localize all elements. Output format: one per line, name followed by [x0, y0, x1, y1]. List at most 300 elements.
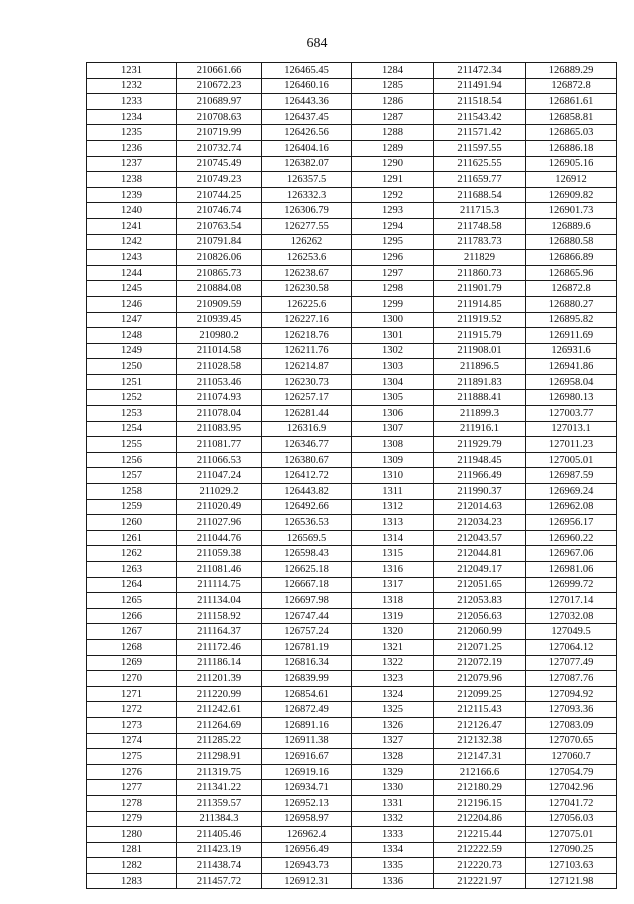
point-number-cell: 1318	[352, 593, 434, 609]
point-number-cell: 1295	[352, 234, 434, 250]
x-coordinate-cell: 210749.23	[177, 172, 262, 188]
point-number-cell: 1324	[352, 686, 434, 702]
x-coordinate-cell: 210661.66	[177, 63, 262, 79]
y-coordinate-cell: 126872.8	[526, 281, 617, 297]
x-coordinate-cell: 210884.08	[177, 281, 262, 297]
x-coordinate-cell: 211083.95	[177, 421, 262, 437]
point-number-cell: 1320	[352, 624, 434, 640]
table-row	[87, 515, 617, 531]
point-number-cell: 1282	[87, 858, 177, 874]
x-coordinate-cell: 211066.53	[177, 452, 262, 468]
x-coordinate-cell: 211929.79	[434, 437, 526, 453]
x-coordinate-cell: 212079.96	[434, 671, 526, 687]
y-coordinate-cell: 127032.08	[526, 608, 617, 624]
y-coordinate-cell: 126238.67	[262, 265, 352, 281]
point-number-cell: 1246	[87, 296, 177, 312]
point-number-cell: 1326	[352, 717, 434, 733]
x-coordinate-cell: 211027.96	[177, 515, 262, 531]
y-coordinate-cell: 126934.71	[262, 780, 352, 796]
point-number-cell: 1244	[87, 265, 177, 281]
x-coordinate-cell: 211915.79	[434, 328, 526, 344]
y-coordinate-cell: 126911.38	[262, 733, 352, 749]
table-row	[87, 811, 617, 827]
x-coordinate-cell: 211359.57	[177, 795, 262, 811]
table-row	[87, 109, 617, 125]
point-number-cell: 1285	[352, 78, 434, 94]
y-coordinate-cell: 126214.87	[262, 359, 352, 375]
x-coordinate-cell: 211319.75	[177, 764, 262, 780]
point-number-cell: 1330	[352, 780, 434, 796]
x-coordinate-cell: 211341.22	[177, 780, 262, 796]
x-coordinate-cell: 211081.46	[177, 562, 262, 578]
x-coordinate-cell: 211074.93	[177, 390, 262, 406]
x-coordinate-cell: 211888.41	[434, 390, 526, 406]
x-coordinate-cell: 212043.57	[434, 530, 526, 546]
y-coordinate-cell: 127017.14	[526, 593, 617, 609]
y-coordinate-cell: 126211.76	[262, 343, 352, 359]
y-coordinate-cell: 127077.49	[526, 655, 617, 671]
y-coordinate-cell: 126958.97	[262, 811, 352, 827]
x-coordinate-cell: 212014.63	[434, 499, 526, 515]
x-coordinate-cell: 211020.49	[177, 499, 262, 515]
y-coordinate-cell: 126891.16	[262, 717, 352, 733]
point-number-cell: 1321	[352, 639, 434, 655]
x-coordinate-cell: 210980.2	[177, 328, 262, 344]
point-number-cell: 1331	[352, 795, 434, 811]
page-number: 684	[306, 36, 328, 51]
x-coordinate-cell: 211014.58	[177, 343, 262, 359]
x-coordinate-cell: 212056.63	[434, 608, 526, 624]
x-coordinate-cell: 210909.59	[177, 296, 262, 312]
table-row	[87, 842, 617, 858]
x-coordinate-cell: 211860.73	[434, 265, 526, 281]
x-coordinate-cell: 211044.76	[177, 530, 262, 546]
y-coordinate-cell: 126218.76	[262, 328, 352, 344]
x-coordinate-cell: 212221.97	[434, 873, 526, 889]
x-coordinate-cell: 211783.73	[434, 234, 526, 250]
point-number-cell: 1328	[352, 749, 434, 765]
x-coordinate-cell: 211891.83	[434, 374, 526, 390]
point-number-cell: 1315	[352, 546, 434, 562]
table-row	[87, 421, 617, 437]
table-row	[87, 717, 617, 733]
point-number-cell: 1261	[87, 530, 177, 546]
y-coordinate-cell: 126889.29	[526, 63, 617, 79]
x-coordinate-cell: 211029.2	[177, 484, 262, 500]
x-coordinate-cell: 212220.73	[434, 858, 526, 874]
point-number-cell: 1277	[87, 780, 177, 796]
table-row	[87, 639, 617, 655]
y-coordinate-cell: 126912	[526, 172, 617, 188]
y-coordinate-cell: 126227.16	[262, 312, 352, 328]
y-coordinate-cell: 126781.19	[262, 639, 352, 655]
y-coordinate-cell: 126667.18	[262, 577, 352, 593]
y-coordinate-cell: 126999.72	[526, 577, 617, 593]
table-row	[87, 468, 617, 484]
point-number-cell: 1302	[352, 343, 434, 359]
point-number-cell: 1334	[352, 842, 434, 858]
y-coordinate-cell: 126839.99	[262, 671, 352, 687]
x-coordinate-cell: 211901.79	[434, 281, 526, 297]
y-coordinate-cell: 126861.61	[526, 94, 617, 110]
point-number-cell: 1284	[352, 63, 434, 79]
point-number-cell: 1268	[87, 639, 177, 655]
y-coordinate-cell: 127121.98	[526, 873, 617, 889]
point-number-cell: 1289	[352, 140, 434, 156]
y-coordinate-cell: 126865.03	[526, 125, 617, 141]
y-coordinate-cell: 126346.77	[262, 437, 352, 453]
point-number-cell: 1278	[87, 795, 177, 811]
x-coordinate-cell: 211078.04	[177, 406, 262, 422]
table-row	[87, 624, 617, 640]
x-coordinate-cell: 211914.85	[434, 296, 526, 312]
point-number-cell: 1309	[352, 452, 434, 468]
y-coordinate-cell: 126962.08	[526, 499, 617, 515]
x-coordinate-cell: 211625.55	[434, 156, 526, 172]
x-coordinate-cell: 212204.86	[434, 811, 526, 827]
table-row	[87, 858, 617, 874]
y-coordinate-cell: 126332.3	[262, 187, 352, 203]
point-number-cell: 1316	[352, 562, 434, 578]
x-coordinate-cell: 212051.65	[434, 577, 526, 593]
x-coordinate-cell: 212071.25	[434, 639, 526, 655]
point-number-cell: 1245	[87, 281, 177, 297]
table-row	[87, 608, 617, 624]
x-coordinate-cell: 210939.45	[177, 312, 262, 328]
point-number-cell: 1236	[87, 140, 177, 156]
point-number-cell: 1335	[352, 858, 434, 874]
point-number-cell: 1305	[352, 390, 434, 406]
y-coordinate-cell: 126257.17	[262, 390, 352, 406]
table-row	[87, 577, 617, 593]
point-number-cell: 1306	[352, 406, 434, 422]
table-row	[87, 281, 617, 297]
x-coordinate-cell: 212099.25	[434, 686, 526, 702]
table-row	[87, 265, 617, 281]
y-coordinate-cell: 126262	[262, 234, 352, 250]
point-number-cell: 1272	[87, 702, 177, 718]
point-number-cell: 1301	[352, 328, 434, 344]
y-coordinate-cell: 126872.49	[262, 702, 352, 718]
x-coordinate-cell: 211298.91	[177, 749, 262, 765]
x-coordinate-cell: 211688.54	[434, 187, 526, 203]
point-number-cell: 1294	[352, 218, 434, 234]
y-coordinate-cell: 126225.6	[262, 296, 352, 312]
table-row	[87, 484, 617, 500]
point-number-cell: 1323	[352, 671, 434, 687]
table-row	[87, 312, 617, 328]
point-number-cell: 1290	[352, 156, 434, 172]
point-number-cell: 1256	[87, 452, 177, 468]
table-row	[87, 156, 617, 172]
x-coordinate-cell: 210719.99	[177, 125, 262, 141]
x-coordinate-cell: 212060.99	[434, 624, 526, 640]
x-coordinate-cell: 211438.74	[177, 858, 262, 874]
point-number-cell: 1231	[87, 63, 177, 79]
point-number-cell: 1240	[87, 203, 177, 219]
x-coordinate-cell: 211053.46	[177, 374, 262, 390]
point-number-cell: 1253	[87, 406, 177, 422]
point-number-cell: 1292	[352, 187, 434, 203]
y-coordinate-cell: 126306.79	[262, 203, 352, 219]
y-coordinate-cell: 126987.59	[526, 468, 617, 484]
x-coordinate-cell: 212115.43	[434, 702, 526, 718]
y-coordinate-cell: 126880.27	[526, 296, 617, 312]
x-coordinate-cell: 211916.1	[434, 421, 526, 437]
point-number-cell: 1299	[352, 296, 434, 312]
x-coordinate-cell: 210746.74	[177, 203, 262, 219]
point-number-cell: 1241	[87, 218, 177, 234]
point-number-cell: 1247	[87, 312, 177, 328]
point-number-cell: 1312	[352, 499, 434, 515]
y-coordinate-cell: 126956.17	[526, 515, 617, 531]
x-coordinate-cell: 211715.3	[434, 203, 526, 219]
y-coordinate-cell: 126412.72	[262, 468, 352, 484]
y-coordinate-cell: 126382.07	[262, 156, 352, 172]
y-coordinate-cell: 126880.58	[526, 234, 617, 250]
y-coordinate-cell: 126536.53	[262, 515, 352, 531]
x-coordinate-cell: 211518.54	[434, 94, 526, 110]
table-row	[87, 780, 617, 796]
x-coordinate-cell: 212147.31	[434, 749, 526, 765]
y-coordinate-cell: 127060.7	[526, 749, 617, 765]
y-coordinate-cell: 127094.92	[526, 686, 617, 702]
x-coordinate-cell: 211047.24	[177, 468, 262, 484]
point-number-cell: 1234	[87, 109, 177, 125]
point-number-cell: 1329	[352, 764, 434, 780]
point-number-cell: 1232	[87, 78, 177, 94]
y-coordinate-cell: 126465.45	[262, 63, 352, 79]
point-number-cell: 1260	[87, 515, 177, 531]
point-number-cell: 1298	[352, 281, 434, 297]
table-row	[87, 873, 617, 889]
point-number-cell: 1336	[352, 873, 434, 889]
y-coordinate-cell: 127049.5	[526, 624, 617, 640]
table-row	[87, 562, 617, 578]
point-number-cell: 1264	[87, 577, 177, 593]
x-coordinate-cell: 211990.37	[434, 484, 526, 500]
point-number-cell: 1254	[87, 421, 177, 437]
x-coordinate-cell: 211164.37	[177, 624, 262, 640]
x-coordinate-cell: 212215.44	[434, 827, 526, 843]
point-number-cell: 1263	[87, 562, 177, 578]
y-coordinate-cell: 126967.06	[526, 546, 617, 562]
y-coordinate-cell: 126919.16	[262, 764, 352, 780]
y-coordinate-cell: 127083.09	[526, 717, 617, 733]
y-coordinate-cell: 126230.58	[262, 281, 352, 297]
y-coordinate-cell: 126404.16	[262, 140, 352, 156]
x-coordinate-cell: 210672.23	[177, 78, 262, 94]
table-row	[87, 452, 617, 468]
y-coordinate-cell: 126492.66	[262, 499, 352, 515]
x-coordinate-cell: 210732.74	[177, 140, 262, 156]
y-coordinate-cell: 126598.43	[262, 546, 352, 562]
point-number-cell: 1259	[87, 499, 177, 515]
x-coordinate-cell: 210689.97	[177, 94, 262, 110]
point-number-cell: 1255	[87, 437, 177, 453]
y-coordinate-cell: 126958.04	[526, 374, 617, 390]
x-coordinate-cell: 211134.04	[177, 593, 262, 609]
y-coordinate-cell: 126357.5	[262, 172, 352, 188]
y-coordinate-cell: 126969.24	[526, 484, 617, 500]
point-number-cell: 1248	[87, 328, 177, 344]
point-number-cell: 1266	[87, 608, 177, 624]
y-coordinate-cell: 126437.45	[262, 109, 352, 125]
y-coordinate-cell: 126931.6	[526, 343, 617, 359]
x-coordinate-cell: 212196.15	[434, 795, 526, 811]
x-coordinate-cell: 211597.55	[434, 140, 526, 156]
point-number-cell: 1286	[352, 94, 434, 110]
point-number-cell: 1293	[352, 203, 434, 219]
y-coordinate-cell: 127056.03	[526, 811, 617, 827]
y-coordinate-cell: 127087.76	[526, 671, 617, 687]
y-coordinate-cell: 127042.96	[526, 780, 617, 796]
x-coordinate-cell: 211457.72	[177, 873, 262, 889]
x-coordinate-cell: 212049.17	[434, 562, 526, 578]
table-row	[87, 530, 617, 546]
y-coordinate-cell: 126816.34	[262, 655, 352, 671]
point-number-cell: 1276	[87, 764, 177, 780]
x-coordinate-cell: 211172.46	[177, 639, 262, 655]
x-coordinate-cell: 210791.84	[177, 234, 262, 250]
y-coordinate-cell: 126443.36	[262, 94, 352, 110]
table-row	[87, 593, 617, 609]
y-coordinate-cell: 127090.25	[526, 842, 617, 858]
coordinate-table-body	[87, 63, 617, 889]
point-number-cell: 1327	[352, 733, 434, 749]
x-coordinate-cell: 211491.94	[434, 78, 526, 94]
x-coordinate-cell: 212044.81	[434, 546, 526, 562]
table-row	[87, 437, 617, 453]
y-coordinate-cell: 126380.67	[262, 452, 352, 468]
y-coordinate-cell: 127041.72	[526, 795, 617, 811]
table-row	[87, 702, 617, 718]
y-coordinate-cell: 126747.44	[262, 608, 352, 624]
table-row	[87, 795, 617, 811]
point-number-cell: 1291	[352, 172, 434, 188]
x-coordinate-cell: 210744.25	[177, 187, 262, 203]
point-number-cell: 1279	[87, 811, 177, 827]
y-coordinate-cell: 126858.81	[526, 109, 617, 125]
x-coordinate-cell: 211186.14	[177, 655, 262, 671]
y-coordinate-cell: 127093.36	[526, 702, 617, 718]
x-coordinate-cell: 212034.23	[434, 515, 526, 531]
point-number-cell: 1239	[87, 187, 177, 203]
x-coordinate-cell: 211543.42	[434, 109, 526, 125]
point-number-cell: 1333	[352, 827, 434, 843]
y-coordinate-cell: 126909.82	[526, 187, 617, 203]
y-coordinate-cell: 126916.67	[262, 749, 352, 765]
table-row	[87, 655, 617, 671]
y-coordinate-cell: 126912.31	[262, 873, 352, 889]
point-number-cell: 1283	[87, 873, 177, 889]
point-number-cell: 1258	[87, 484, 177, 500]
point-number-cell: 1297	[352, 265, 434, 281]
y-coordinate-cell: 126757.24	[262, 624, 352, 640]
y-coordinate-cell: 126316.9	[262, 421, 352, 437]
x-coordinate-cell: 212222.59	[434, 842, 526, 858]
table-row	[87, 78, 617, 94]
x-coordinate-cell: 211158.92	[177, 608, 262, 624]
x-coordinate-cell: 212126.47	[434, 717, 526, 733]
y-coordinate-cell: 127070.65	[526, 733, 617, 749]
table-row	[87, 172, 617, 188]
table-row	[87, 94, 617, 110]
x-coordinate-cell: 211384.3	[177, 811, 262, 827]
x-coordinate-cell: 210708.63	[177, 109, 262, 125]
y-coordinate-cell: 126981.06	[526, 562, 617, 578]
x-coordinate-cell: 211114.75	[177, 577, 262, 593]
x-coordinate-cell: 210763.54	[177, 218, 262, 234]
x-coordinate-cell: 212180.29	[434, 780, 526, 796]
y-coordinate-cell: 126956.49	[262, 842, 352, 858]
y-coordinate-cell: 127075.01	[526, 827, 617, 843]
y-coordinate-cell: 126960.22	[526, 530, 617, 546]
table-row	[87, 764, 617, 780]
point-number-cell: 1257	[87, 468, 177, 484]
y-coordinate-cell: 127011.23	[526, 437, 617, 453]
x-coordinate-cell: 210826.06	[177, 250, 262, 266]
coordinate-table	[86, 62, 617, 889]
point-number-cell: 1271	[87, 686, 177, 702]
point-number-cell: 1235	[87, 125, 177, 141]
y-coordinate-cell: 126895.82	[526, 312, 617, 328]
point-number-cell: 1311	[352, 484, 434, 500]
table-row	[87, 296, 617, 312]
x-coordinate-cell: 211220.99	[177, 686, 262, 702]
x-coordinate-cell: 211059.38	[177, 546, 262, 562]
point-number-cell: 1275	[87, 749, 177, 765]
table-row	[87, 733, 617, 749]
y-coordinate-cell: 126854.61	[262, 686, 352, 702]
point-number-cell: 1307	[352, 421, 434, 437]
x-coordinate-cell: 211423.19	[177, 842, 262, 858]
table-row	[87, 187, 617, 203]
point-number-cell: 1304	[352, 374, 434, 390]
table-row	[87, 390, 617, 406]
y-coordinate-cell: 126281.44	[262, 406, 352, 422]
point-number-cell: 1252	[87, 390, 177, 406]
y-coordinate-cell: 126962.4	[262, 827, 352, 843]
y-coordinate-cell: 126443.82	[262, 484, 352, 500]
x-coordinate-cell: 211948.45	[434, 452, 526, 468]
x-coordinate-cell: 211081.77	[177, 437, 262, 453]
y-coordinate-cell: 127013.1	[526, 421, 617, 437]
point-number-cell: 1242	[87, 234, 177, 250]
x-coordinate-cell: 212166.6	[434, 764, 526, 780]
y-coordinate-cell: 126952.13	[262, 795, 352, 811]
y-coordinate-cell: 126943.73	[262, 858, 352, 874]
y-coordinate-cell: 126697.98	[262, 593, 352, 609]
x-coordinate-cell: 211748.58	[434, 218, 526, 234]
table-row	[87, 63, 617, 79]
point-number-cell: 1288	[352, 125, 434, 141]
point-number-cell: 1269	[87, 655, 177, 671]
point-number-cell: 1313	[352, 515, 434, 531]
x-coordinate-cell: 211908.01	[434, 343, 526, 359]
x-coordinate-cell: 211242.61	[177, 702, 262, 718]
point-number-cell: 1300	[352, 312, 434, 328]
x-coordinate-cell: 211028.58	[177, 359, 262, 375]
point-number-cell: 1237	[87, 156, 177, 172]
point-number-cell: 1314	[352, 530, 434, 546]
y-coordinate-cell: 126253.6	[262, 250, 352, 266]
point-number-cell: 1287	[352, 109, 434, 125]
point-number-cell: 1249	[87, 343, 177, 359]
x-coordinate-cell: 212072.19	[434, 655, 526, 671]
x-coordinate-cell: 211201.39	[177, 671, 262, 687]
x-coordinate-cell: 212132.38	[434, 733, 526, 749]
